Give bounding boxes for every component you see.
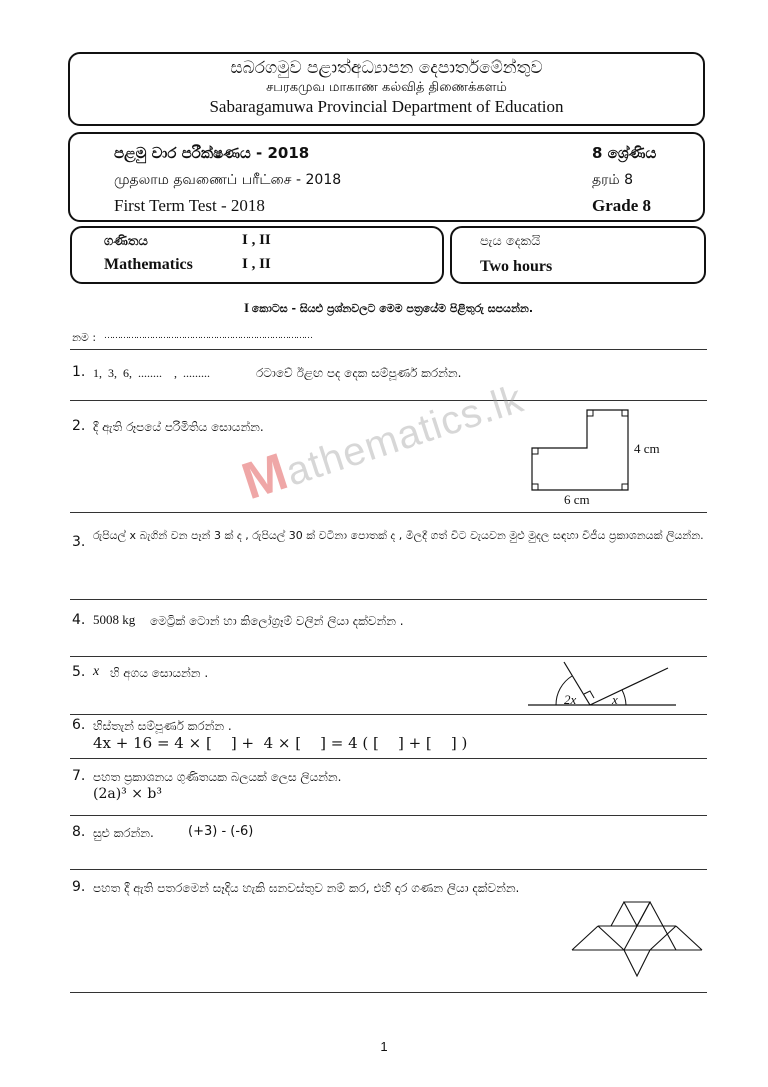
grade-sinhala: 8 ශ්‍රේණිය [592,144,657,162]
instruction-text: කොටස - සියළු ප්‍රශ්නවලට මෙම පත්‍රයේම පිළිතුරු සපයන්න. [251,302,534,315]
header-box [68,52,705,126]
q9-text: පහත දී ඇති පතරමෙන් සෑදිය හැකි ඝනවස්තුව නම් කර, එහි දාර ගණන ලියා දක්වන්න. [93,881,520,895]
q5-angle-2x-label: 2x [564,692,577,707]
q5-angle-figure [528,656,678,708]
q9-number: 9. [72,879,86,895]
grade-english: Grade 8 [592,196,652,215]
header-sinhala: සබරගමුව පළාත්අධ්‍යාපන දෙපාර්තමේන්තුව [230,58,543,78]
divider [70,992,707,993]
q2-height-label: 4 cm [634,441,660,456]
divider [70,349,707,350]
duration-english: Two hours [480,258,553,275]
instruction-part: I [243,300,250,315]
q2-text: දී ඇති රූපයේ පරිමිතිය සොයන්න. [93,420,264,434]
q8-number: 8. [72,824,86,840]
divider [70,714,707,715]
divider [70,815,707,816]
q1-number: 1. [72,364,86,380]
divider [70,758,707,759]
divider [70,599,707,600]
page-number: 1 [380,1039,388,1054]
q6-number: 6. [72,717,86,733]
divider [70,512,707,513]
subject-english: Mathematics [104,256,193,273]
watermark-rest: athematics.lk [280,376,529,495]
q5-var: x [93,664,100,679]
q3-text: රුපියල් x බැගින් වන පෑන් 3 ක් ද , රුපියල් 30 ක් වටිනා පොතක් ද , මිලදී ගත් විට වැයවන මුළු මුදල සඳහා වීජීය ප්‍රකාශනයක් ලියන්න. [93,529,704,542]
q4-value: 5008 kg [93,612,136,627]
q6-expression: 4x + 16 = 4 × [ ] + 4 × [ ] = 4 ( [ ] + [ ] ) [93,734,468,752]
name-label: නම : [72,331,97,344]
header-english: Sabaragamuwa Provincial Department of Education [209,97,564,116]
exam-title-tamil: முதலாம தவணைப் பரீட்சை - 2018 [114,172,342,188]
q6-text: හිස්තැන් සම්පූර්ණ කරන්න . [93,719,232,733]
q7-text: පහත ප්‍රකාශනය ගුණිතයක බලයක් ලෙස ලියන්න. [93,770,342,784]
duration-box [450,226,706,284]
q8-text: සුළු කරන්න. [93,826,154,840]
instruction [70,300,707,316]
q4-number: 4. [72,612,86,628]
q9-net-figure [570,896,710,980]
subject-box [70,226,444,284]
watermark-initial: M [235,442,296,512]
q2-number: 2. [72,418,86,434]
subject-papers-sinhala: I , II [242,232,271,248]
subject-sinhala: ගණිතය [104,234,148,249]
duration-sinhala: පැය දෙකයි [480,234,541,249]
q7-expression: (2a)³ × b³ [93,786,162,802]
exam-title-english: First Term Test - 2018 [114,196,265,215]
q8-expression: (+3) - (-6) [188,824,254,839]
q4-text: මෙට්‍රික් ටොන් හා කිලෝග්‍රෑම් වලින් ලියා දක්වන්න . [150,614,404,628]
q1-sequence: 1, 3, 6, ........ , ......... [93,366,210,380]
exam-title-box [68,132,705,222]
q3-number: 3. [72,534,86,550]
q2-width-label: 6 cm [564,492,590,507]
watermark [235,365,530,512]
q5-number: 5. [72,664,86,680]
q1-text: රටාවේ ඊළඟ පද දෙක සම්පූර්ණ කරන්න. [256,366,462,380]
q5-angle-x-label: x [612,692,618,707]
header-tamil: சபரகமுவ மாகாண கல்வித் திணைக்களம் [266,80,507,95]
grade-tamil: தரம் 8 [592,172,633,188]
exam-title-sinhala: පළමු වාර පරීක්ෂණය - 2018 [114,144,310,162]
q5-text: හි අගය සොයන්න . [110,666,209,680]
name-dots: …………………………………………………………………… [104,330,312,340]
divider [70,869,707,870]
subject-papers-english: I , II [242,256,271,272]
q7-number: 7. [72,768,86,784]
divider [70,400,707,401]
